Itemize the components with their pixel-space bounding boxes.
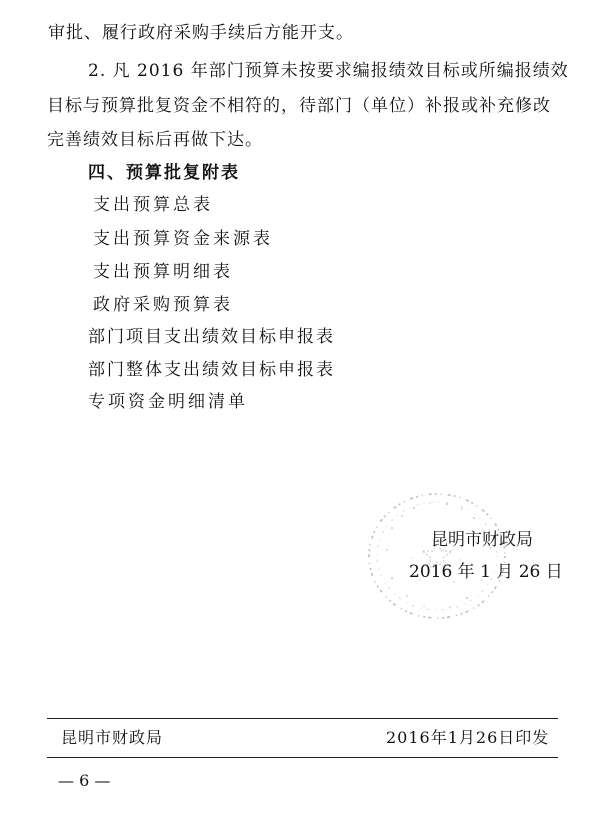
attachment-item: 部门项目支出绩效目标申报表 [88,327,335,347]
body-line-2: 2. 凡 2016 年部门预算未按要求编报绩效目标或所编报绩效 [88,61,569,81]
signature-date: 2016 年 1 月 26 日 [409,562,563,582]
attachment-item: 部门整体支出绩效目标申报表 [88,360,335,380]
body-line-4: 完善绩效目标后再做下达。 [47,130,263,150]
section-heading: 四、预算批复附表 [88,163,240,183]
footer-top-rule [47,718,558,719]
attachment-item: 支出预算明细表 [93,262,233,282]
footer-bottom-rule [47,757,558,758]
attachment-item: 政府采购预算表 [93,295,233,315]
attachment-item: 支出预算资金来源表 [93,229,273,249]
footer-print-date: 2016年1月26日印发 [386,728,550,747]
footer-issuer: 昆明市财政局 [61,728,164,747]
body-line-3: 目标与预算批复资金不相符的，待部门（单位）补报或补充修改 [47,96,551,116]
official-seal-image [362,488,512,624]
attachment-item: 支出预算总表 [93,195,213,215]
body-line-1: 审批、履行政府采购手续后方能开支。 [48,23,354,43]
signature-issuer: 昆明市财政局 [431,530,533,550]
page-number: — 6 — [58,771,111,790]
attachment-item: 专项资金明细清单 [88,392,248,412]
